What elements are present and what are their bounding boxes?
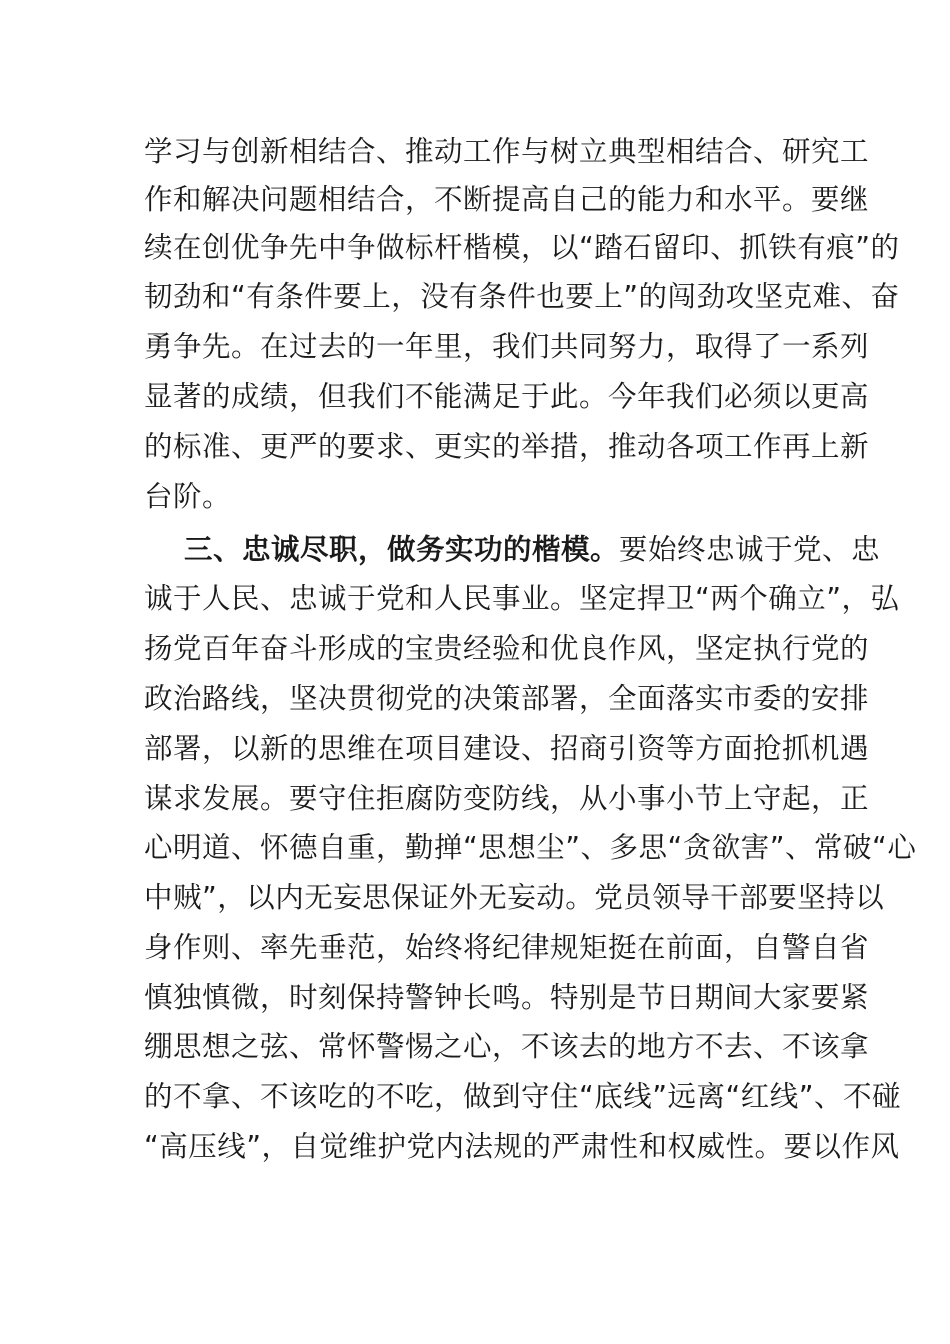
text-line: 显著的成绩，但我们不能满足于此。今年我们必须以更高: [144, 380, 870, 413]
text-line: 扬党百年奋斗形成的宝贵经验和优良作风，坚定执行党的: [144, 632, 870, 665]
text-line: 诚于人民、忠诚于党和人民事业。坚定捍卫“两个确立”，弘: [144, 582, 900, 615]
text-line: 中贼”，以内无妄思保证外无妄动。党员领导干部要坚持以: [144, 881, 885, 914]
text-line: 绷思想之弦、常怀警惕之心，不该去的地方不去、不该拿: [144, 1030, 870, 1063]
text-line: 台阶。: [144, 480, 232, 513]
section-3-first-line-text: 要始终忠诚于党、忠: [619, 533, 881, 566]
text-line: 谋求发展。要守住拒腐防变防线，从小事小节上守起，正: [144, 782, 870, 815]
text-line: 韧劲和“有条件要上，没有条件也要上”的闯劲攻坚克难、奋: [144, 280, 900, 313]
text-line: 勇争先。在过去的一年里，我们共同努力，取得了一系列: [144, 330, 870, 363]
text-line: “高压线”，自觉维护党内法规的严肃性和权威性。要以作风: [144, 1130, 900, 1163]
text-line: 政治路线，坚决贯彻党的决策部署，全面落实市委的安排: [144, 682, 870, 715]
text-line: 的不拿、不该吃的不吃，做到守住“底线”远离“红线”、不碰: [144, 1080, 902, 1113]
text-line: 续在创优争先中争做标杆楷模，以“踏石留印、抓铁有痕”的: [144, 231, 900, 264]
text-line: 慎独慎微，时刻保持警钟长鸣。特别是节日期间大家要紧: [144, 981, 870, 1014]
text-line: 部署，以新的思维在项目建设、招商引资等方面抢抓机遇: [144, 732, 870, 765]
text-line: 心明道、怀德自重，勤掸“思想尘”、多思“贪欲害”、常破“心: [144, 831, 917, 864]
text-line: 学习与创新相结合、推动工作与树立典型相结合、研究工: [144, 135, 870, 168]
text-line: 身作则、率先垂范，始终将纪律规矩挺在前面，自警自省: [144, 931, 870, 964]
text-line: 作和解决问题相结合，不断提高自己的能力和水平。要继: [144, 183, 870, 216]
text-line: 的标准、更严的要求、更实的举措，推动各项工作再上新: [144, 430, 870, 463]
section-3-heading: 三、忠诚尽职，做务实功的楷模。: [184, 533, 620, 566]
section-3-first-line: [184, 525, 881, 575]
